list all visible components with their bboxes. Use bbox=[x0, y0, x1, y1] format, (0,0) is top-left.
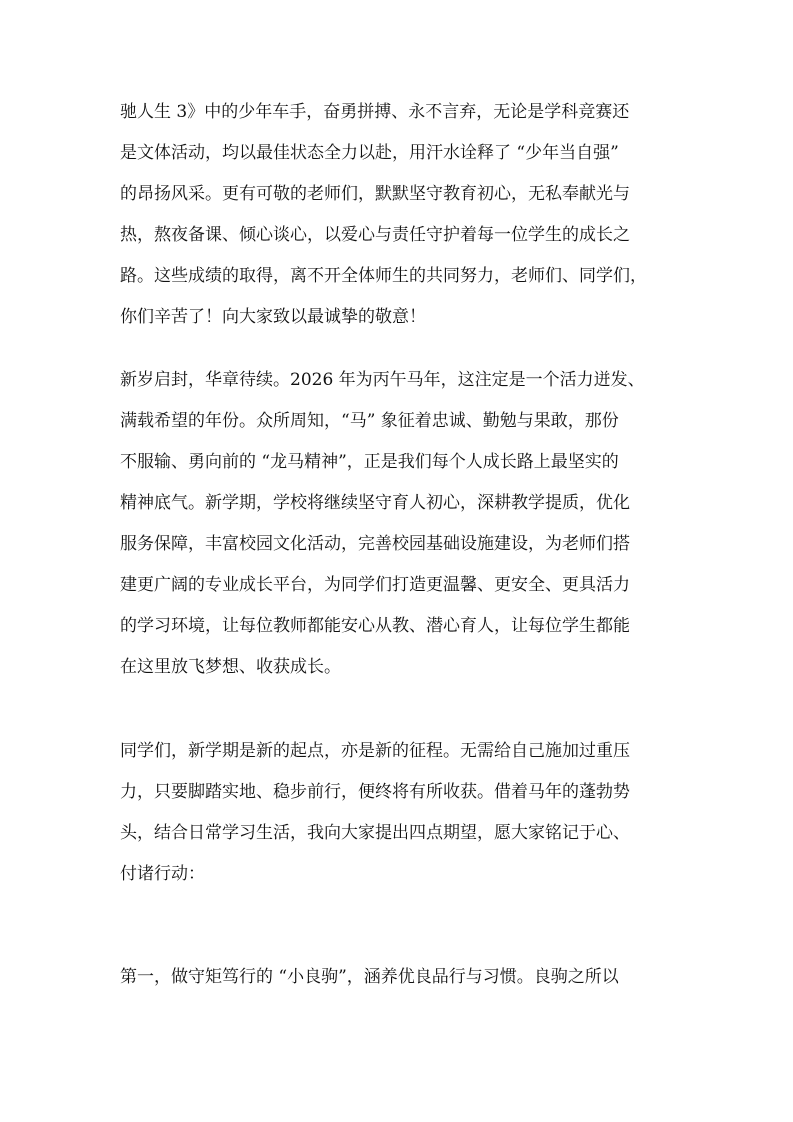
paragraph-line: 新岁启封，华章待续。2026 年为丙午马年，这注定是一个活力迸发、 bbox=[120, 370, 645, 390]
paragraph-line: 付诸行动： bbox=[120, 864, 205, 884]
paragraph-line: 是文体活动，均以最佳状态全力以赴，用汗水诠释了 “少年当自强” bbox=[120, 143, 619, 163]
paragraph-line: 的学习环境，让每位教师都能安心从教、潜心育人，让每位学生都能 bbox=[120, 616, 630, 636]
paragraph-line: 精神底气。新学期，学校将继续坚守育人初心，深耕教学提质，优化 bbox=[120, 493, 630, 513]
paragraph-line: 你们辛苦了！向大家致以最诚挚的敬意！ bbox=[120, 307, 426, 327]
paragraph-line: 服务保障，丰富校园文化活动，完善校园基础设施建设，为老师们搭 bbox=[120, 534, 630, 554]
paragraph-line: 同学们，新学期是新的起点，亦是新的征程。无需给自己施加过重压 bbox=[120, 741, 630, 761]
paragraph-line: 在这里放飞梦想、收获成长。 bbox=[120, 657, 341, 677]
paragraph-line: 满载希望的年份。众所周知，“马” 象征着忠诚、勤勉与果敢，那份 bbox=[120, 411, 619, 431]
paragraph-line: 第一，做守矩笃行的 “小良驹”，涵养优良品行与习惯。良驹之所以 bbox=[120, 967, 619, 987]
paragraph-line: 头，结合日常学习生活，我向大家提出四点期望，愿大家铭记于心、 bbox=[120, 823, 630, 843]
paragraph-line: 路。这些成绩的取得，离不开全体师生的共同努力，老师们、同学们， bbox=[120, 266, 647, 286]
paragraph-line: 的昂扬风采。更有可敬的老师们，默默坚守教育初心，无私奉献光与 bbox=[120, 184, 630, 204]
paragraph-line: 驰人生 3》中的少年车手，奋勇拼搏、永不言弃，无论是学科竞赛还 bbox=[120, 102, 630, 122]
paragraph-line: 热，熬夜备课、倾心谈心，以爱心与责任守护着每一位学生的成长之 bbox=[120, 225, 630, 245]
paragraph-line: 力，只要脚踏实地、稳步前行，便终将有所收获。借着马年的蓬勃势 bbox=[120, 782, 630, 802]
paragraph-line: 不服输、勇向前的 “龙马精神”，正是我们每个人成长路上最坚实的 bbox=[120, 452, 619, 472]
paragraph-line: 建更广阔的专业成长平台，为同学们打造更温馨、更安全、更具活力 bbox=[120, 575, 630, 595]
